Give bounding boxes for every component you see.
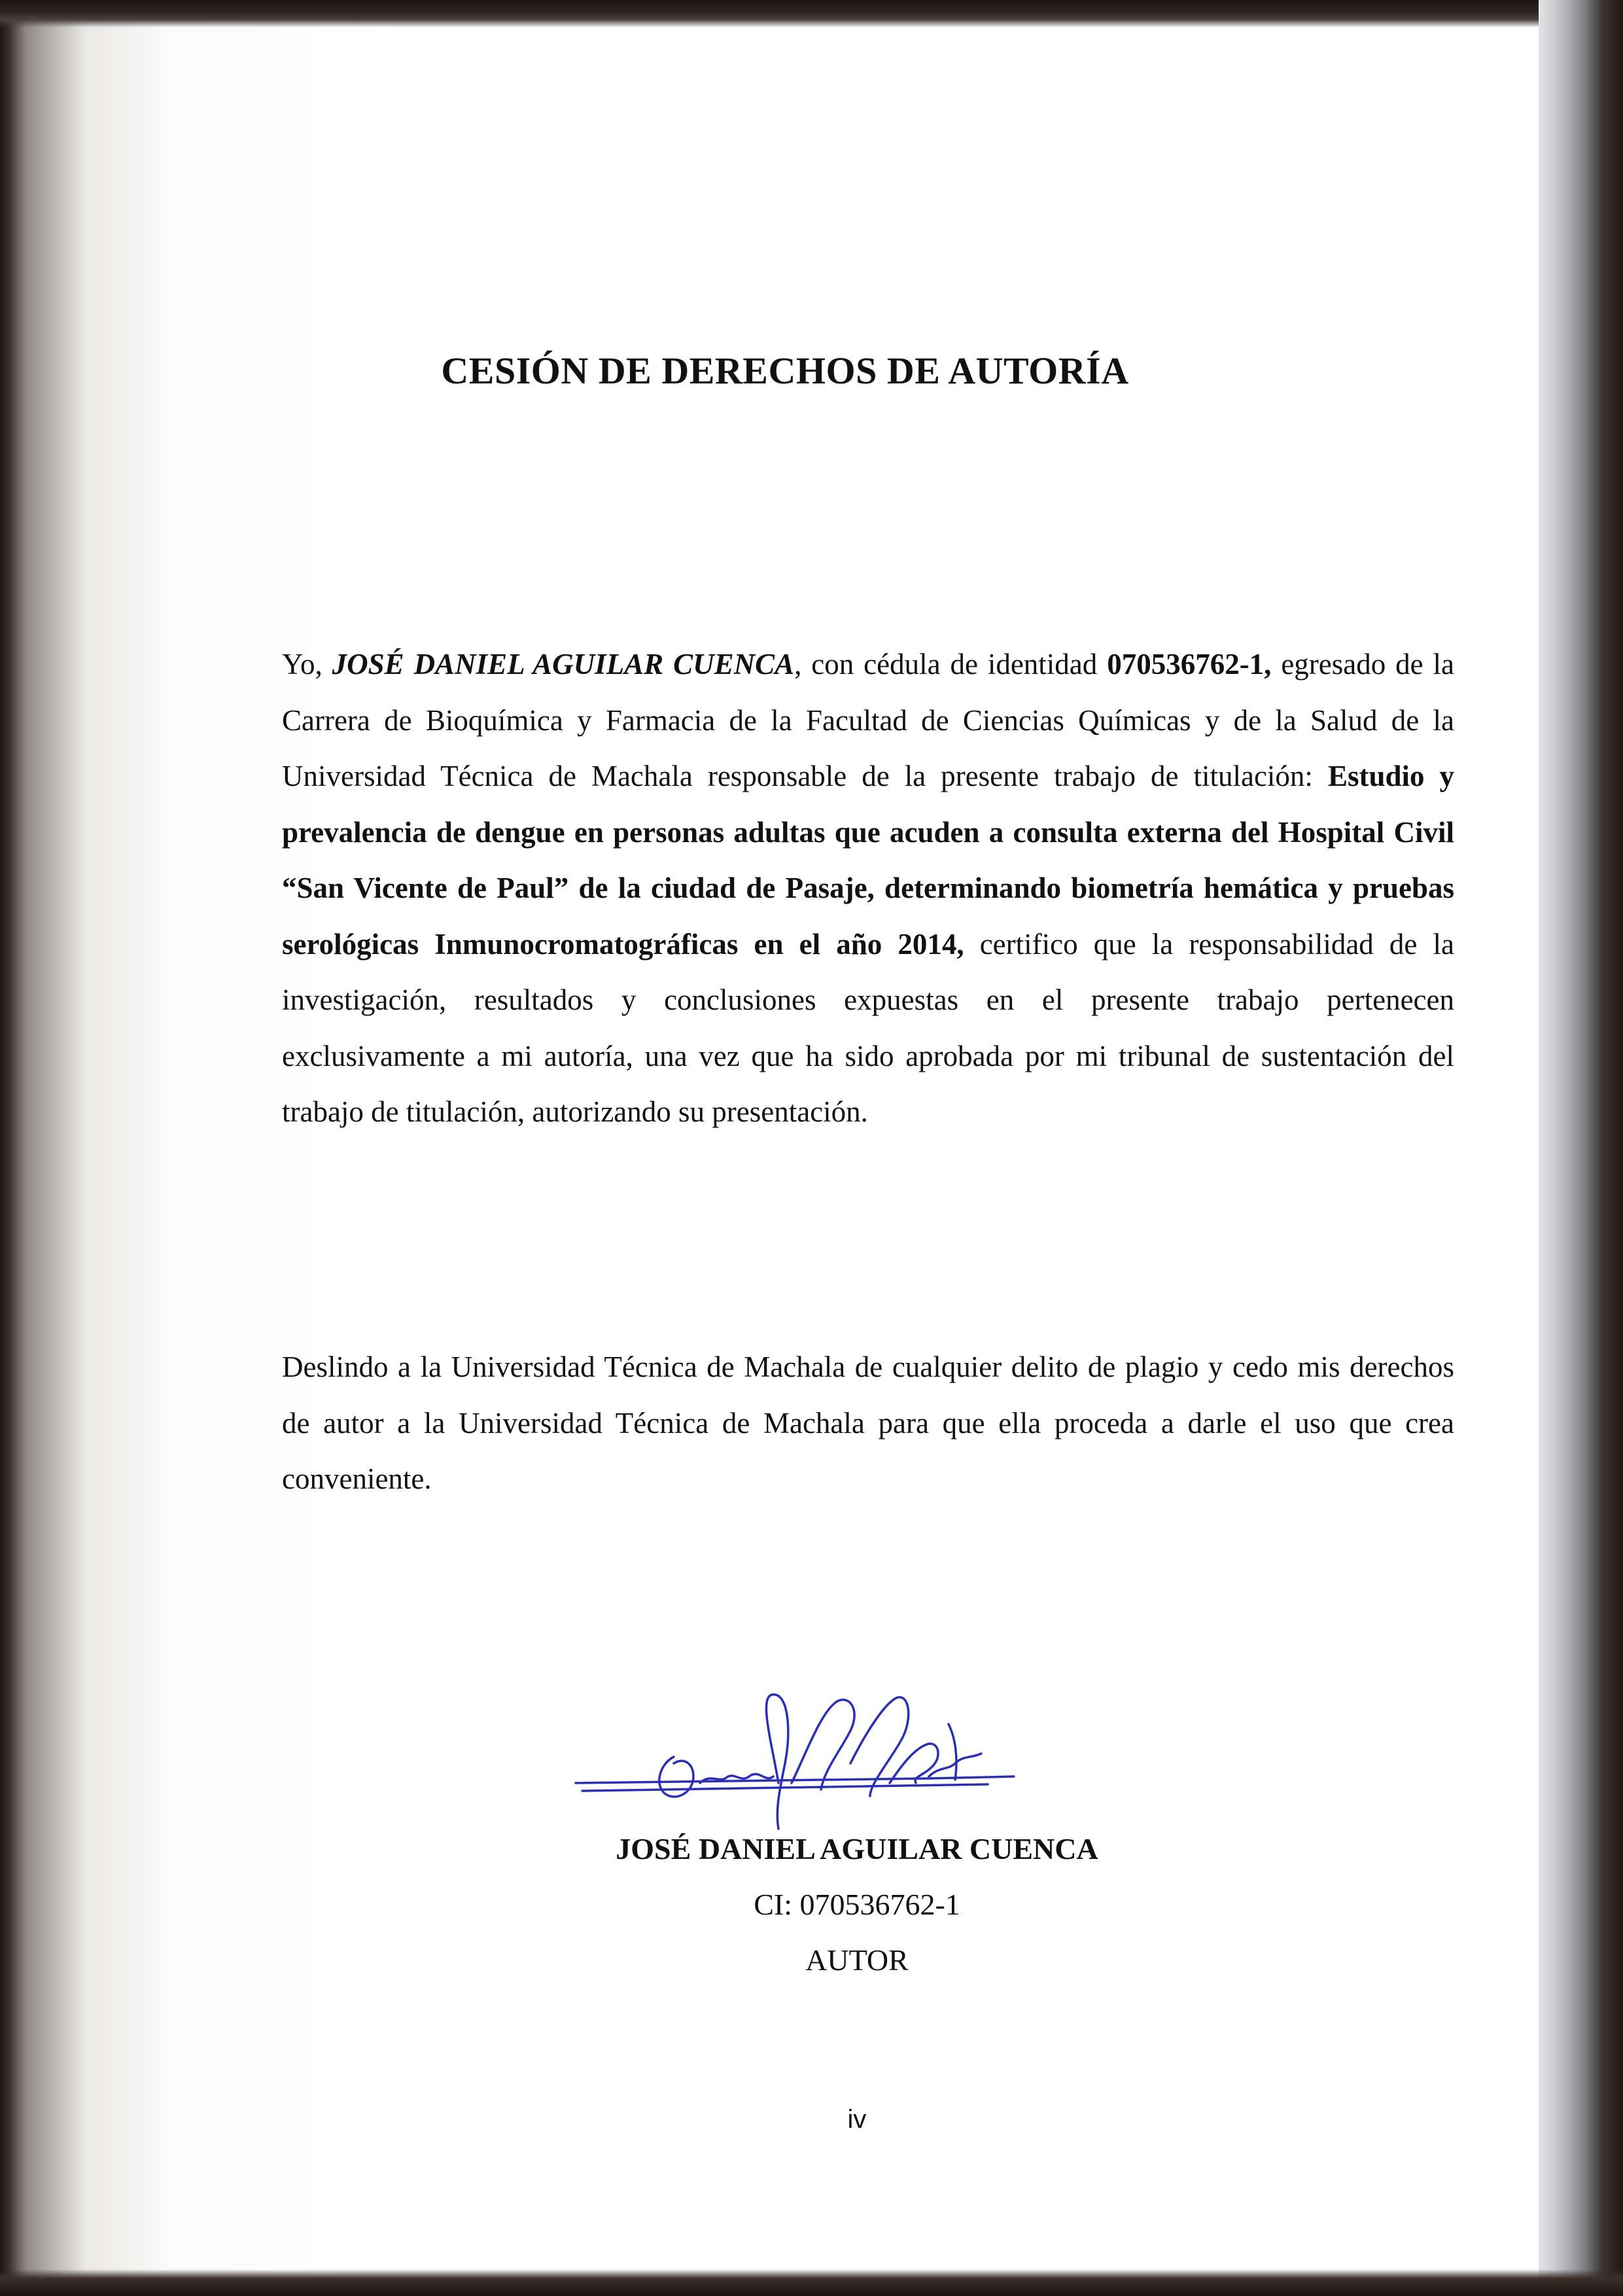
signatory-name: JOSÉ DANIEL AGUILAR CUENCA: [616, 1832, 1098, 1865]
signature-area: [563, 1685, 1021, 1855]
declaration-body: egresado de la Carrera de Bioquímica y Farmacia de la Facultad de Ciencias Químicas y de la Salud de la Universidad Técnica de Machala responsable de la presente trabajo de titulación:: [282, 648, 1454, 792]
id-number-inline: 070536762-1,: [1107, 648, 1272, 680]
author-name-inline: JOSÉ DANIEL AGUILAR CUENCA: [332, 648, 795, 680]
thesis-title: Estudio y prevalencia de dengue en personas adultas que acuden a consulta externa del Hospital Civil “San Vicente de Paul” de la ciudad de Pasaje, determinando biometría hemática y pruebas serológicas Inmunocromatográficas en el año 2014,: [282, 760, 1454, 961]
page-title: CESIÓN DE DERECHOS DE AUTORÍA: [441, 349, 1129, 392]
intro-text: Yo,: [282, 648, 332, 680]
page-number: iv: [847, 2105, 867, 2134]
signatory-role: AUTOR: [805, 1943, 909, 1977]
signatory-id: CI: 070536762-1: [754, 1888, 960, 1921]
handwritten-signature: [563, 1685, 1021, 1855]
declaration-closing: certifico que la responsabilidad de la investigación, resultados y conclusiones expuestas en el presente trabajo pertenecen exclusivamente a mi autoría, una vez que ha sido aprobada por mi tribunal de sustentación del trabajo de titulación, autorizando su presentación.: [282, 927, 1454, 1128]
waiver-paragraph: Deslindo a la Universidad Técnica de Machala de cualquier delito de plagio y cedo mis derechos de autor a la Universidad Técnica de Machala para que ella proceda a darle el uso que crea conveniente.: [282, 1351, 1454, 1495]
declaration-paragraph: [282, 637, 1454, 1140]
id-phrase: , con cédula de identidad: [794, 648, 1108, 680]
